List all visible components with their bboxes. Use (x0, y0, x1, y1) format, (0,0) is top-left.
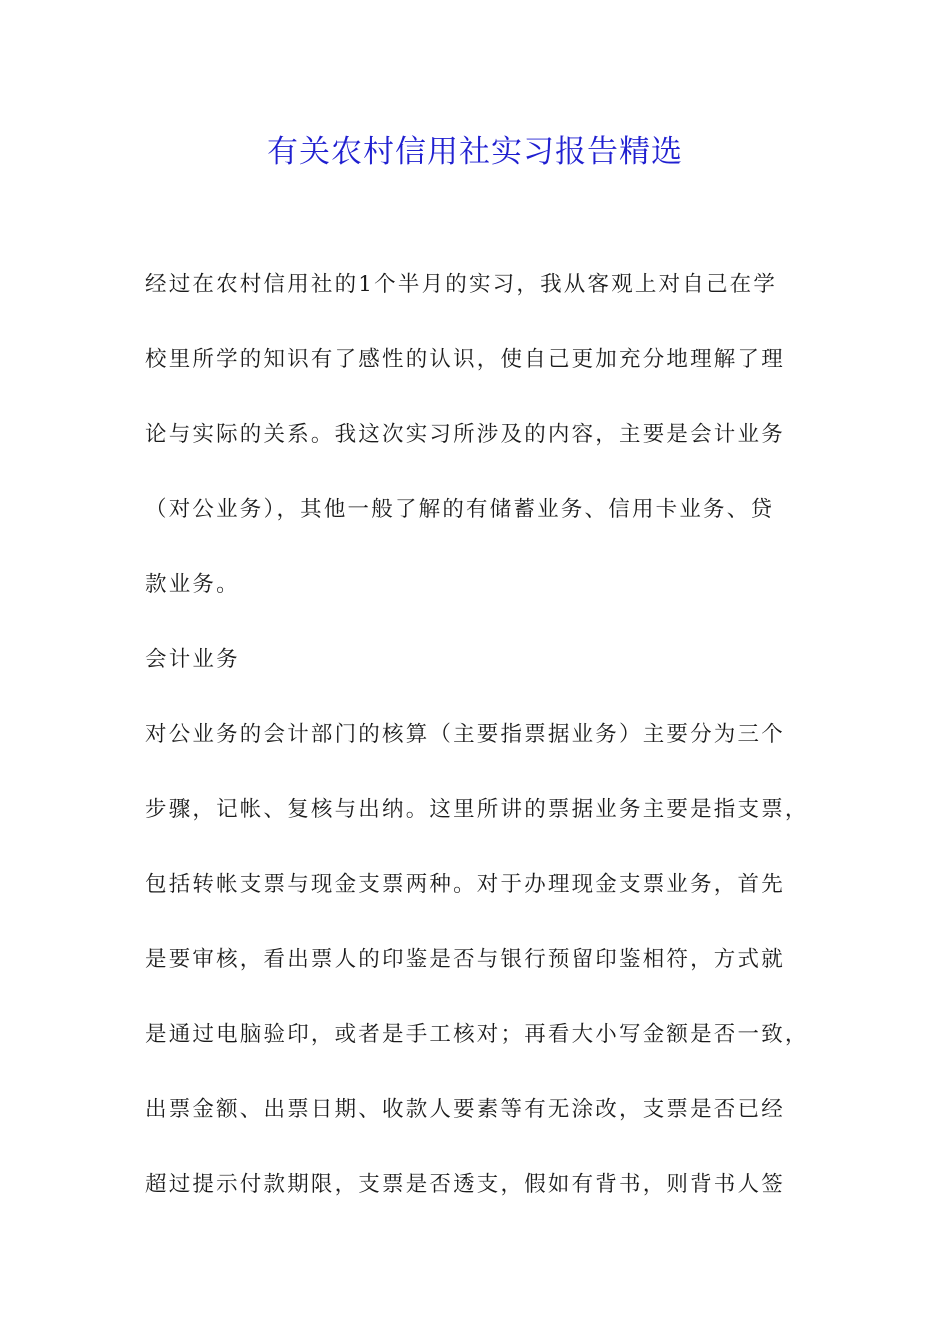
section-heading (145, 622, 810, 697)
paragraph-line: 款业务。 (145, 572, 240, 597)
document-title: 有关农村信用社实习报告精选 (267, 134, 683, 170)
paragraph-line: 是要审核，看出票人的印鉴是否与银行预留印鉴相符，方式就 (145, 947, 785, 972)
section-heading-text: 会计业务 (145, 647, 240, 672)
paragraph-accounting (145, 697, 810, 1222)
paragraph-intro (145, 247, 810, 622)
paragraph-line: 超过提示付款期限，支票是否透支，假如有背书，则背书人签 (145, 1172, 785, 1197)
paragraph-line: 校里所学的知识有了感性的认识，使自己更加充分地理解了理 (145, 347, 785, 372)
paragraph-line: 出票金额、出票日期、收款人要素等有无涂改，支票是否已经 (145, 1097, 785, 1122)
paragraph-line: 是通过电脑验印，或者是手工核对；再看大小写金额是否一致， (145, 1022, 809, 1047)
paragraph-line: 论与实际的关系。我这次实习所涉及的内容，主要是会计业务 (145, 422, 785, 447)
paragraph-line: 对公业务的会计部门的核算（主要指票据业务）主要分为三个 (145, 722, 785, 747)
paragraph-line: （对公业务），其他一般了解的有储蓄业务、信用卡业务、贷 (145, 497, 775, 522)
paragraph-line: 经过在农村信用社的1个半月的实习，我从客观上对自己在学 (145, 272, 778, 297)
paragraph-line: 包括转帐支票与现金支票两种。对于办理现金支票业务，首先 (145, 872, 785, 897)
paragraph-line: 步骤，记帐、复核与出纳。这里所讲的票据业务主要是指支票， (145, 797, 809, 822)
